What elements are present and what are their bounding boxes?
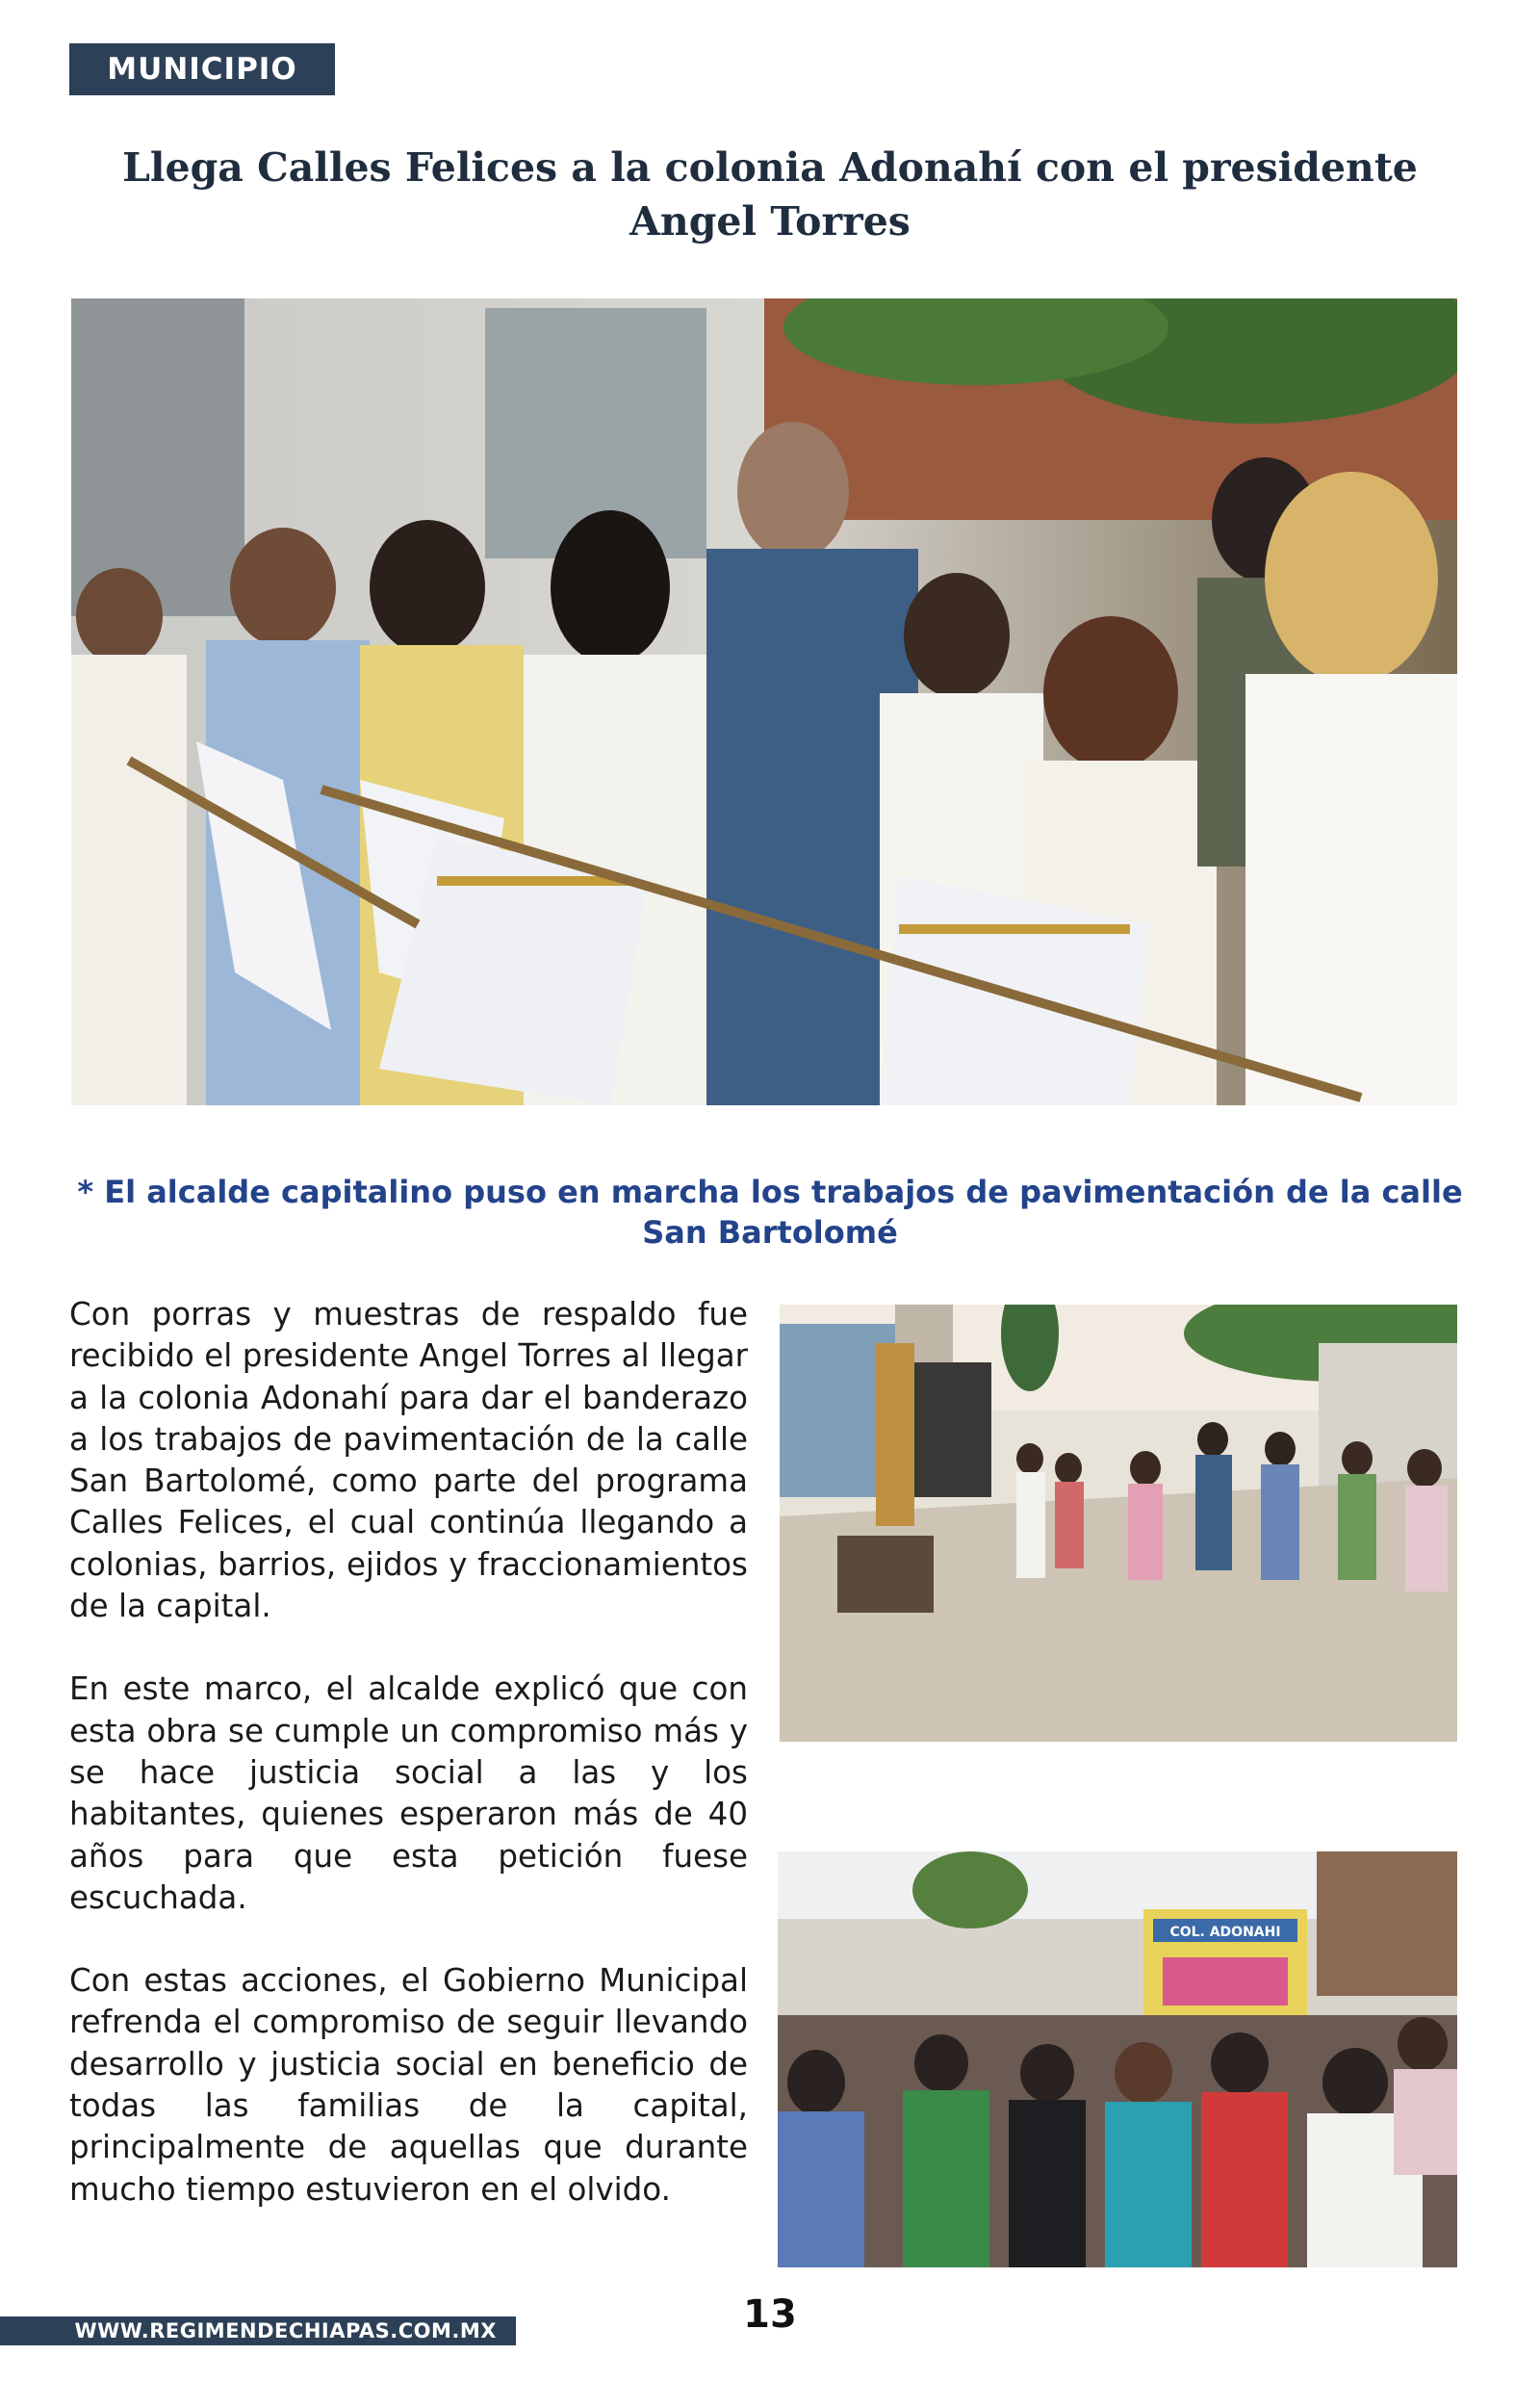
paragraph: Con estas acciones, el Gobierno Municipal refrenda el compromiso de seguir llevando desarrollo y justicia social en beneficio de todas las familias de la capital, principalmente de aquellas que durante mucho tiempo estuvieron en el olvido. <box>69 1962 748 2208</box>
section-label: MUNICIPIO <box>69 43 335 95</box>
article-subheading: * El alcalde capitalino puso en marcha los trabajos de pavimentación de la calle San Bartolomé <box>77 1174 1463 1251</box>
crowd-photo <box>778 1851 1457 2267</box>
main-photo <box>71 298 1457 1105</box>
banner-text: COL. ADONAHI <box>1169 1925 1281 1940</box>
group-photo-flags-icon <box>71 298 1457 1105</box>
paragraph: En este marco, el alcalde explicó que con esta obra se cumple un compromiso más y se hace justicia social a las y los habitantes, quienes esperaron más de 40 años para que esta petición fuese escuchada. <box>69 1670 748 1916</box>
article-body <box>69 1294 748 2252</box>
street-excavator-crowd-icon <box>780 1305 1457 1742</box>
page-number: 13 <box>743 2292 797 2337</box>
article-title: Llega Calles Felices a la colonia Adonahí con el presidente Angel Torres <box>122 144 1418 245</box>
paragraph: Con porras y muestras de respaldo fue recibido el presidente Angel Torres al llegar a la colonia Adonahí para dar el banderazo a los trabajos de pavimentación de la calle San Bartolomé, como parte del programa Calles Felices, el cual continúa llegando a colonias, barrios, ejidos y fraccionamientos de la capital. <box>69 1296 748 1625</box>
street-photo <box>780 1305 1457 1742</box>
website-link[interactable]: WWW.REGIMENDECHIAPAS.COM.MX <box>0 2316 516 2345</box>
crowd-event-banner-icon <box>778 1851 1457 2267</box>
